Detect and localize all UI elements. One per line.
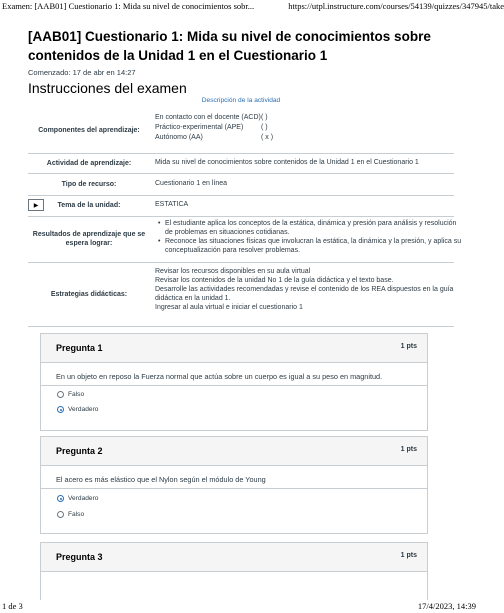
question-name: Pregunta 3 xyxy=(56,552,103,562)
answer-label: Falso xyxy=(68,511,85,518)
question-header xyxy=(41,437,427,466)
bullet-icon: • xyxy=(158,220,161,227)
answer-option-falso[interactable] xyxy=(57,511,84,518)
answer-label: Verdadero xyxy=(68,495,99,502)
question-header xyxy=(41,334,427,363)
question-card-2 xyxy=(40,436,428,534)
radio-button[interactable] xyxy=(57,511,64,518)
instructions-heading: Instrucciones del examen xyxy=(28,80,187,96)
print-footer xyxy=(0,601,474,613)
print-url[interactable]: https://utpl.instructure.com/courses/54139/quizzes/347945/take xyxy=(288,1,504,11)
outcome-1-line-1: El estudiante aplica los conceptos de la estática, dinámica y presión para análisis y resolución xyxy=(165,220,457,227)
strategy-line-2: Revisar los contenidos de la unidad No 1 de la guía didáctica y el texto base. xyxy=(155,277,394,284)
resource-type-value: Cuestionario 1 en línea xyxy=(155,180,227,187)
component-practical-mark: ( ) xyxy=(261,124,268,131)
question-points: 1 pts xyxy=(400,343,417,350)
row-label: Estrategias didácticas: xyxy=(50,290,128,298)
table-row-unit-topic xyxy=(28,195,454,217)
row-label: Tema de la unidad: xyxy=(57,202,121,209)
play-icon: ▶ xyxy=(33,202,39,209)
strategy-line-3: Desarrolle las actividades recomendadas y revise el contenido de los REA dispuestos en la guía xyxy=(155,286,454,293)
print-page-number: 1 de 3 xyxy=(2,601,23,611)
component-practical: Práctico-experimental (APE) xyxy=(155,124,244,131)
question-header xyxy=(41,543,427,572)
table-caption: Descripción de la actividad xyxy=(201,97,281,104)
question-card-1 xyxy=(40,333,428,431)
page-title: [AAB01] Cuestionario 1: Mida su nivel de conocimientos sobre contenidos de la Unidad 1 en el Cuestionario 1 xyxy=(28,29,431,63)
outcome-1-line-2: de problemas en situaciones cotidianas. xyxy=(165,229,290,236)
bullet-icon: • xyxy=(158,238,161,245)
row-label: Resultados de aprendizaje que se espera lograr: xyxy=(32,231,146,247)
strategy-line-4: didáctica en la unidad 1. xyxy=(155,295,231,302)
row-label: Actividad de aprendizaje: xyxy=(46,159,132,167)
unit-topic-value: ESTATICA xyxy=(155,201,189,208)
question-points: 1 pts xyxy=(400,552,417,559)
answer-label: Falso xyxy=(68,391,85,398)
question-text: El acero es más elástico que el Nylon según el módulo de Young xyxy=(56,475,266,484)
table-row-resource-type xyxy=(28,173,454,196)
answer-option-verdadero[interactable] xyxy=(57,495,98,502)
divider xyxy=(41,385,427,386)
question-points: 1 pts xyxy=(400,446,417,453)
print-header xyxy=(0,0,504,14)
question-name: Pregunta 1 xyxy=(56,343,103,353)
question-card-3 xyxy=(40,542,428,600)
table-row-learning-outcomes xyxy=(28,216,462,263)
started-timestamp: Comenzado: 17 de abr en 14:27 xyxy=(28,68,136,77)
radio-button-selected[interactable] xyxy=(57,495,64,502)
outcome-2-line-2: conceptualización para resolver problemas. xyxy=(165,247,301,254)
component-autonomous: Autónomo (AA) xyxy=(155,134,203,141)
component-autonomous-mark: ( x ) xyxy=(261,134,274,141)
question-text: En un objeto en reposo la Fuerza normal que actúa sobre un cuerpo es igual a su peso en magnitud. xyxy=(56,372,383,381)
answer-label: Verdadero xyxy=(68,406,99,413)
row-label: Componentes del aprendizaje: xyxy=(38,126,140,134)
row-label: Tipo de recurso: xyxy=(61,180,117,188)
table-row-components xyxy=(28,107,454,154)
strategy-line-1: Revisar los recursos disponibles en su aula virtual xyxy=(155,268,311,275)
component-contact: En contacto con el docente (ACD) xyxy=(155,114,261,121)
answer-option-falso[interactable] xyxy=(57,391,84,398)
activity-value: Mida su nivel de conocimientos sobre contenidos de la Unidad 1 en el Cuestionario 1 xyxy=(155,159,419,166)
strategy-line-5: Ingresar al aula virtual e iniciar el cuestionario 1 xyxy=(155,304,303,311)
radio-button-selected[interactable] xyxy=(57,406,64,413)
table-row-activity xyxy=(28,153,454,174)
print-tab-title: Examen: [AAB01] Cuestionario 1: Mida su nivel de conocimientos sobr... xyxy=(2,1,255,11)
question-name: Pregunta 2 xyxy=(56,446,103,456)
outcome-2-line-1: Reconoce las situaciones físicas que involucran la estática, la dinámica y la presión, y aplica su xyxy=(165,238,462,245)
component-contact-mark: ( ) xyxy=(261,114,268,121)
print-date: 17/4/2023, 14:39 xyxy=(417,601,476,611)
table-row-strategies xyxy=(28,262,454,327)
radio-button[interactable] xyxy=(57,391,64,398)
answer-option-verdadero[interactable] xyxy=(57,406,98,413)
divider xyxy=(41,488,427,489)
